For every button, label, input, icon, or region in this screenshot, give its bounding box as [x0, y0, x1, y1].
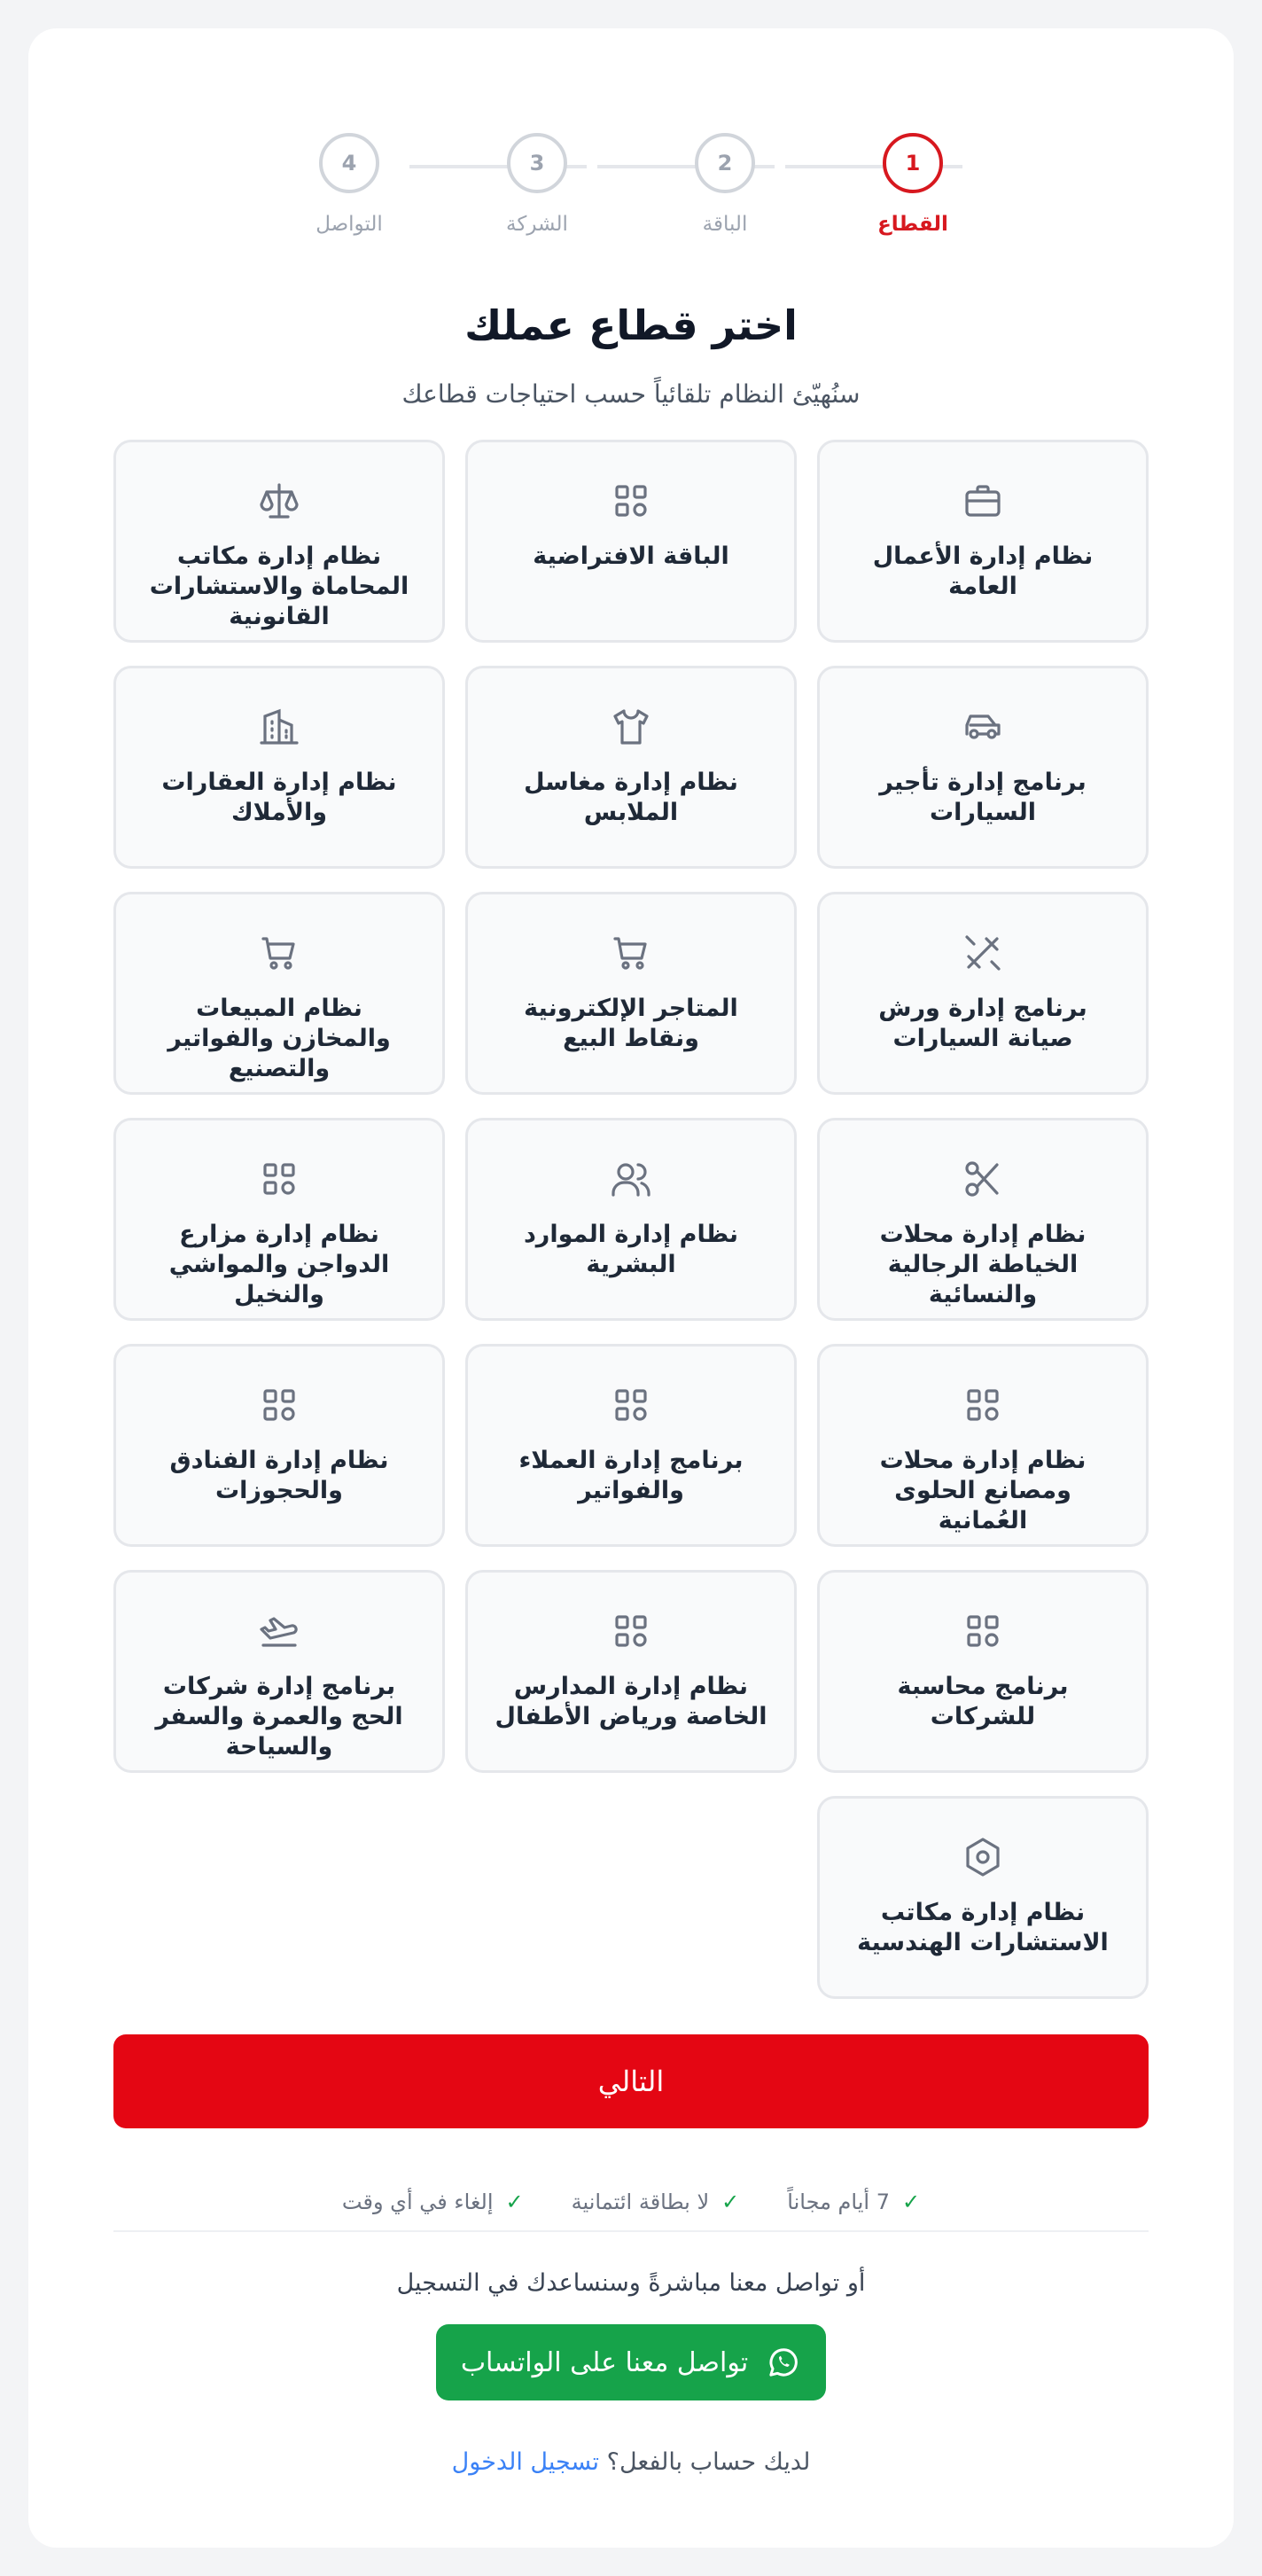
sector-label: المتاجر الإلكترونية ونقاط البيع — [524, 995, 738, 1052]
shirt-icon — [610, 706, 652, 748]
sector-label: برنامج إدارة ورش صيانة السيارات — [878, 995, 1087, 1052]
sector-tile[interactable] — [817, 892, 1149, 1095]
sector-tile[interactable] — [465, 666, 797, 869]
sector-label: برنامج إدارة العملاء والفواتير — [518, 1447, 744, 1504]
sector-tile[interactable] — [817, 440, 1149, 643]
cart-icon — [258, 932, 300, 974]
sector-label: نظام المبيعات والمخازن والفواتير والتصنيع — [167, 995, 391, 1082]
step-label: الشركة — [506, 213, 568, 236]
cart-icon — [610, 932, 652, 974]
sector-label: الباقة الافتراضية — [533, 543, 729, 570]
sector-tile[interactable] — [113, 1570, 445, 1773]
plane-icon — [258, 1610, 300, 1652]
sector-label: برنامج محاسبة للشركات — [897, 1673, 1069, 1730]
login-prompt — [28, 2448, 1234, 2476]
sector-label: نظام إدارة الموارد البشرية — [523, 1221, 739, 1278]
perk-item — [342, 2190, 524, 2214]
sector-tile[interactable] — [113, 1344, 445, 1547]
check-icon: ✓ — [721, 2190, 740, 2214]
sector-label: نظام إدارة محلات ومصانع الحلوى العُمانية — [879, 1447, 1087, 1534]
tools-icon — [962, 932, 1004, 974]
sector-tile[interactable] — [817, 1118, 1149, 1321]
sector-tile[interactable] — [113, 1118, 445, 1321]
sector-label: برنامج إدارة شركات الحج والعمرة والسفر والسياحة — [155, 1673, 403, 1760]
next-button[interactable]: التالي — [113, 2034, 1149, 2128]
sector-tile[interactable] — [113, 440, 445, 643]
step-3[interactable] — [505, 133, 569, 236]
hexagon-icon — [962, 1836, 1004, 1878]
sector-label: نظام إدارة المدارس الخاصة ورياض الأطفال — [495, 1673, 767, 1730]
perks-list — [28, 2190, 1234, 2214]
scale-icon — [258, 480, 300, 522]
sector-tile[interactable] — [465, 1118, 797, 1321]
grid-icon — [258, 1384, 300, 1426]
sector-label: نظام إدارة الأعمال العامة — [872, 543, 1094, 600]
whatsapp-label: تواصل معنا على الواتساب — [460, 2346, 749, 2378]
divider — [113, 2230, 1149, 2232]
whatsapp-icon — [766, 2345, 801, 2380]
sector-tile[interactable] — [113, 666, 445, 869]
grid-icon — [962, 1384, 1004, 1426]
sector-tile[interactable] — [465, 1570, 797, 1773]
page-title: اختر قطاع عملك — [464, 301, 798, 349]
sector-label: نظام إدارة مغاسل الملابس — [524, 769, 738, 826]
briefcase-icon — [962, 480, 1004, 522]
grid-icon — [610, 1384, 652, 1426]
scissors-icon — [962, 1158, 1004, 1200]
step-number: 3 — [507, 133, 567, 193]
whatsapp-button[interactable] — [436, 2324, 826, 2400]
sector-label: نظام إدارة الفنادق والحجوزات — [169, 1447, 389, 1504]
login-link[interactable]: تسجيل الدخول — [451, 2448, 600, 2476]
sector-tile[interactable] — [113, 892, 445, 1095]
step-number: 4 — [319, 133, 379, 193]
sector-tile[interactable] — [817, 666, 1149, 869]
sector-tile[interactable] — [465, 440, 797, 643]
page-subtitle: سنُهيّئ النظام تلقائياً حسب احتياجات قطاعك — [401, 379, 861, 409]
perk-item — [787, 2190, 920, 2214]
step-4[interactable] — [317, 133, 381, 236]
sector-label: نظام إدارة مكاتب المحاماة والاستشارات القانونية — [149, 543, 409, 630]
perk-label: إلغاء في أي وقت — [341, 2190, 494, 2214]
sector-label: برنامج إدارة تأجير السيارات — [879, 769, 1087, 826]
registration-card — [28, 28, 1234, 2548]
contact-text: أو تواصل معنا مباشرةً وسنساعدك في التسجيل — [396, 2269, 866, 2297]
sector-label: نظام إدارة العقارات والأملاك — [161, 769, 397, 826]
grid-icon — [258, 1158, 300, 1200]
step-number: 1 — [883, 133, 943, 193]
stepper — [28, 105, 1234, 246]
step-label: التواصل — [316, 213, 383, 236]
sector-label: نظام إدارة مكاتب الاستشارات الهندسية — [857, 1899, 1109, 1956]
sector-label: نظام إدارة محلات الخياطة الرجالية والنسائية — [879, 1221, 1087, 1308]
sector-tile[interactable] — [817, 1570, 1149, 1773]
building-icon — [258, 706, 300, 748]
grid-icon — [610, 480, 652, 522]
car-icon — [962, 706, 1004, 748]
login-prompt-text: لديك حساب بالفعل؟ — [606, 2448, 811, 2476]
grid-icon — [962, 1610, 1004, 1652]
perk-label: لا بطاقة ائتمانية — [571, 2190, 710, 2214]
sector-label: نظام إدارة مزارع الدواجن والمواشي والنخيل — [168, 1221, 390, 1308]
step-label: الباقة — [702, 213, 748, 236]
check-icon: ✓ — [901, 2190, 921, 2214]
sector-tile[interactable] — [465, 892, 797, 1095]
step-label: القطاع — [877, 213, 948, 236]
step-2[interactable] — [693, 133, 757, 236]
perk-item — [572, 2190, 740, 2214]
sector-tile[interactable] — [817, 1796, 1149, 1999]
grid-icon — [610, 1610, 652, 1652]
sector-tile[interactable] — [465, 1344, 797, 1547]
step-number: 2 — [695, 133, 755, 193]
users-icon — [610, 1158, 652, 1200]
check-icon: ✓ — [505, 2190, 524, 2214]
step-1[interactable] — [877, 133, 948, 236]
perk-label: 7 أيام مجاناً — [787, 2190, 890, 2214]
sector-tile[interactable] — [817, 1344, 1149, 1547]
